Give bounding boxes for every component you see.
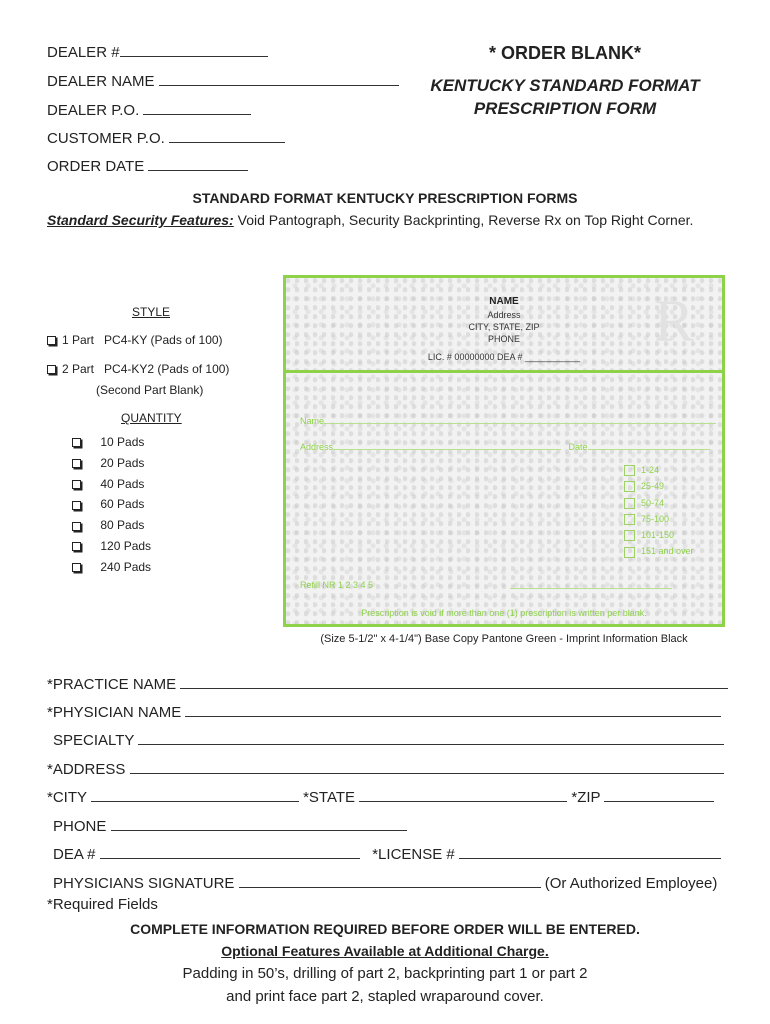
physician-name-label: *PHYSICIAN NAME bbox=[47, 704, 182, 721]
address-label: *ADDRESS bbox=[47, 761, 126, 778]
dealer-number-field[interactable] bbox=[47, 44, 268, 61]
style-option-code: PC4-KY (Pads of 100) bbox=[104, 333, 223, 347]
checkbox-icon[interactable] bbox=[72, 522, 81, 531]
style-header: STYLE bbox=[132, 305, 171, 319]
style-note: (Second Part Blank) bbox=[96, 383, 204, 397]
customer-po-label: CUSTOMER P.O. bbox=[47, 130, 165, 147]
pad-caption: (Size 5-1/2" x 4-1/4") Base Copy Pantone Green - Imprint Information Black bbox=[320, 633, 688, 645]
order-date-label: ORDER DATE bbox=[47, 158, 145, 175]
style-option-part: 2 Part bbox=[62, 362, 95, 376]
dealer-number-input[interactable] bbox=[120, 56, 268, 57]
pad-range-item: 151 and over bbox=[624, 543, 694, 559]
dealer-number-label: DEALER # bbox=[47, 44, 120, 61]
signature-field[interactable] bbox=[53, 875, 717, 892]
checkbox-icon bbox=[624, 514, 635, 525]
physician-name-field[interactable] bbox=[47, 704, 721, 721]
license-label: *LICENSE # bbox=[372, 846, 455, 863]
pad-range-item: 50-74 bbox=[624, 495, 694, 511]
dealer-po-label: DEALER P.O. bbox=[47, 102, 140, 119]
checkbox-icon bbox=[624, 547, 635, 558]
pad-refill: Refill NR 1 2 3 4 5 bbox=[300, 580, 374, 590]
quantity-option[interactable] bbox=[72, 536, 151, 557]
pad-void-note: Prescription is void if more than one (1) prescription is written per blank. bbox=[361, 608, 647, 618]
form-subtitle-line1: KENTUCKY STANDARD FORMAT bbox=[430, 76, 700, 95]
quantity-option-label: 240 Pads bbox=[100, 559, 152, 574]
dealer-name-label: DEALER NAME bbox=[47, 73, 155, 90]
pad-name: NAME bbox=[489, 296, 519, 307]
specialty-label: SPECIALTY bbox=[53, 732, 135, 749]
quantity-option-label: 10 Pads bbox=[100, 435, 145, 449]
checkbox-icon[interactable] bbox=[72, 542, 81, 551]
required-fields-note: *Required Fields bbox=[47, 896, 158, 913]
pad-address-label: Address bbox=[300, 442, 334, 452]
dealer-name-field[interactable] bbox=[47, 73, 399, 90]
pad-range-item: 25-49 bbox=[624, 478, 694, 494]
phone-label: PHONE bbox=[53, 818, 107, 835]
customer-po-input[interactable] bbox=[169, 142, 285, 143]
pad-city-state-zip: CITY, STATE, ZIP bbox=[468, 322, 540, 332]
quantity-option[interactable] bbox=[72, 474, 151, 495]
svg-text:R: R bbox=[654, 288, 695, 354]
practice-name-input[interactable] bbox=[180, 688, 728, 689]
checkbox-icon bbox=[624, 530, 635, 541]
checkbox-icon[interactable] bbox=[47, 365, 56, 374]
phone-field[interactable] bbox=[53, 818, 407, 835]
style-option-1[interactable] bbox=[47, 333, 223, 347]
state-input[interactable] bbox=[359, 801, 567, 802]
dea-input[interactable] bbox=[100, 858, 360, 859]
quantity-option-label: 120 Pads bbox=[100, 538, 152, 553]
dealer-name-input[interactable] bbox=[159, 85, 399, 86]
pad-address: Address bbox=[487, 310, 521, 320]
zip-input[interactable] bbox=[604, 801, 714, 802]
checkbox-icon bbox=[624, 465, 635, 476]
quantity-option[interactable] bbox=[72, 432, 151, 453]
address-input[interactable] bbox=[130, 773, 724, 774]
quantity-option-label: 40 Pads bbox=[100, 476, 145, 491]
quantity-option[interactable] bbox=[72, 557, 151, 578]
pad-lic-dea: LIC. # 00000000 DEA # ___________ bbox=[427, 352, 581, 362]
style-option-part: 1 Part bbox=[62, 333, 95, 347]
checkbox-icon bbox=[624, 498, 635, 509]
optional-features-heading: Optional Features Available at Additional Charge. bbox=[221, 943, 549, 959]
signature-label: PHYSICIANS SIGNATURE bbox=[53, 875, 235, 892]
order-date-input[interactable] bbox=[148, 170, 248, 171]
quantity-list bbox=[72, 432, 151, 578]
pad-date-label: Date bbox=[568, 442, 588, 452]
signature-note: (Or Authorized Employee) bbox=[544, 875, 718, 892]
practice-name-field[interactable] bbox=[47, 676, 728, 693]
quantity-option-label: 60 Pads bbox=[100, 497, 145, 512]
specialty-field[interactable] bbox=[53, 732, 724, 749]
pad-range-list bbox=[624, 462, 694, 560]
checkbox-icon[interactable] bbox=[72, 501, 81, 510]
pad-signature-line bbox=[510, 588, 672, 589]
checkbox-icon[interactable] bbox=[72, 480, 81, 489]
city-label: *CITY bbox=[47, 789, 87, 806]
dea-label: DEA # bbox=[53, 846, 96, 863]
pad-name-label: Name bbox=[300, 416, 325, 426]
quantity-option[interactable] bbox=[72, 515, 151, 536]
security-features-label: Standard Security Features: bbox=[47, 212, 234, 228]
checkbox-icon[interactable] bbox=[47, 336, 56, 345]
city-state-zip-row bbox=[47, 789, 714, 806]
specialty-input[interactable] bbox=[138, 744, 724, 745]
pad-phone: PHONE bbox=[487, 334, 520, 344]
quantity-option[interactable] bbox=[72, 494, 151, 515]
pad-range-item: 101-150 bbox=[624, 527, 694, 543]
checkbox-icon[interactable] bbox=[72, 438, 81, 447]
section-heading: STANDARD FORMAT KENTUCKY PRESCRIPTION FORMS bbox=[192, 190, 578, 206]
quantity-option-label: 80 Pads bbox=[100, 518, 145, 533]
order-date-field[interactable] bbox=[47, 158, 248, 175]
physician-name-input[interactable] bbox=[185, 716, 721, 717]
phone-input[interactable] bbox=[111, 830, 407, 831]
zip-label: *ZIP bbox=[571, 789, 601, 806]
quantity-header: QUANTITY bbox=[121, 411, 182, 425]
state-label: *STATE bbox=[303, 789, 356, 806]
pad-name-line bbox=[300, 416, 716, 426]
dealer-po-field[interactable] bbox=[47, 102, 251, 119]
signature-input[interactable] bbox=[239, 887, 541, 888]
form-subtitle-line2: PRESCRIPTION FORM bbox=[473, 99, 657, 118]
quantity-option-label: 20 Pads bbox=[100, 455, 145, 470]
complete-info-notice: COMPLETE INFORMATION REQUIRED BEFORE ORDER WILL BE ENTERED. bbox=[130, 921, 640, 937]
pad-range-item: 1-24 bbox=[624, 462, 694, 478]
checkbox-icon[interactable] bbox=[72, 459, 81, 468]
dea-license-row bbox=[53, 846, 721, 863]
license-input[interactable] bbox=[459, 858, 721, 859]
style-option-2[interactable] bbox=[47, 362, 229, 376]
customer-po-field[interactable] bbox=[47, 130, 285, 147]
order-blank-title: * ORDER BLANK* bbox=[488, 43, 641, 63]
practice-name-label: *PRACTICE NAME bbox=[47, 676, 177, 693]
checkbox-icon bbox=[624, 481, 635, 492]
pad-range-item: 75-100 bbox=[624, 511, 694, 527]
city-input[interactable] bbox=[91, 801, 299, 802]
pad-divider bbox=[286, 370, 722, 373]
pad-address-line bbox=[300, 442, 710, 452]
style-option-code: PC4-KY2 (Pads of 100) bbox=[104, 362, 230, 376]
checkbox-icon[interactable] bbox=[72, 563, 81, 572]
dealer-po-input[interactable] bbox=[143, 114, 251, 115]
security-features-text: Void Pantograph, Security Backprinting, Reverse Rx on Top Right Corner. bbox=[233, 212, 694, 228]
prescription-pad-sample bbox=[283, 275, 725, 627]
quantity-option[interactable] bbox=[72, 453, 151, 474]
optional-features-line1: Padding in 50’s, drilling of part 2, backprinting part 1 or part 2 bbox=[182, 965, 588, 982]
optional-features-line2: and print face part 2, stapled wraparound cover. bbox=[226, 988, 544, 1005]
address-field[interactable] bbox=[47, 761, 724, 778]
security-features bbox=[47, 212, 693, 228]
